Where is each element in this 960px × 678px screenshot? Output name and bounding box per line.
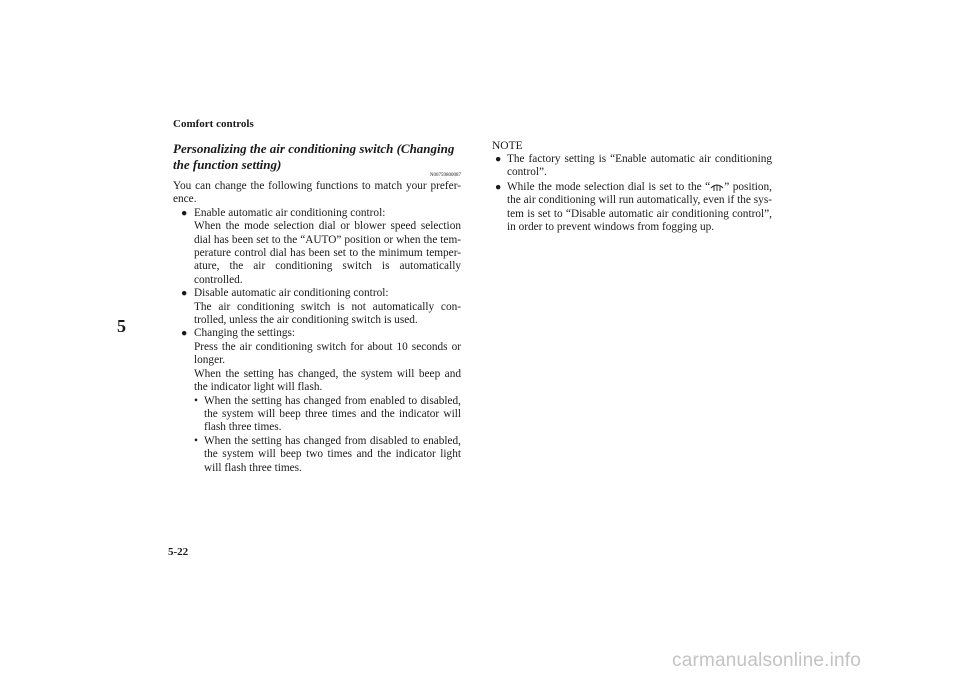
- sub-list-item: [194, 395, 461, 435]
- sub-item-text: When the setting has changed from enabled to disabled, the system will beep three times and the indicator will flash three times.: [204, 394, 461, 434]
- note-item: [495, 181, 772, 235]
- item-heading: Changing the settings:: [194, 327, 296, 340]
- item-body-2: When the setting has changed, the system will beep and the indicator light will flash.: [194, 367, 461, 394]
- sub-list-item: [194, 435, 461, 475]
- bullet-icon: ●: [181, 328, 188, 340]
- page-number: 5-22: [168, 546, 189, 558]
- bullet-icon: ●: [181, 288, 188, 300]
- intro-paragraph: You can change the following functions to match your prefer-ence.: [173, 180, 461, 206]
- note-item-text: The factory setting is “Enable automatic air conditioning control”.: [507, 153, 772, 179]
- note-label: NOTE: [492, 140, 523, 152]
- section-header: Comfort controls: [173, 118, 254, 130]
- bullet-icon: ●: [495, 181, 502, 193]
- list-item: [181, 327, 461, 474]
- item-heading: Enable automatic air conditioning control:: [194, 206, 386, 219]
- bullet-icon: ●: [495, 154, 502, 165]
- list-item: [181, 287, 461, 327]
- sub-bullet-icon: •: [194, 394, 198, 407]
- item-heading: Disable automatic air conditioning control:: [194, 287, 389, 300]
- reference-code: N00759800087: [429, 173, 461, 178]
- note-item-text-start: While the mode selection dial is set to the “: [507, 180, 711, 193]
- chapter-tab-number: 5: [117, 316, 126, 336]
- section-title: Personalizing the air conditioning switch (Changing the function setting): [173, 141, 455, 172]
- item-body: When the mode selection dial or blower speed selection dial has been set to the “AUTO” position or when the tem-perature control dial has been set to the minimum temper-ature, the air conditioning switch is automatically controlled.: [194, 220, 461, 286]
- bullet-icon: ●: [181, 207, 188, 219]
- sub-bullet-icon: •: [194, 434, 198, 447]
- note-block: [492, 140, 772, 235]
- watermark: carmanualsonline.info: [672, 650, 862, 671]
- note-item: [495, 153, 772, 180]
- left-column: [173, 141, 461, 475]
- item-body: The air conditioning switch is not automatically con-trolled, unless the air conditioning switch is used.: [194, 300, 461, 327]
- sub-item-text: When the setting has changed from disabled to enabled, the system will beep two times and the indicator light will flash three times.: [204, 434, 461, 474]
- note-item-text-end: ” position, the air conditioning will run automatically, even if the sys-tem is set to “Disable automatic air conditioning control”, in order to prevent windows from fogging up.: [507, 180, 772, 234]
- defroster-icon: [710, 181, 724, 192]
- list-item: [181, 207, 461, 287]
- item-body: Press the air conditioning switch for about 10 seconds or longer.: [194, 340, 461, 367]
